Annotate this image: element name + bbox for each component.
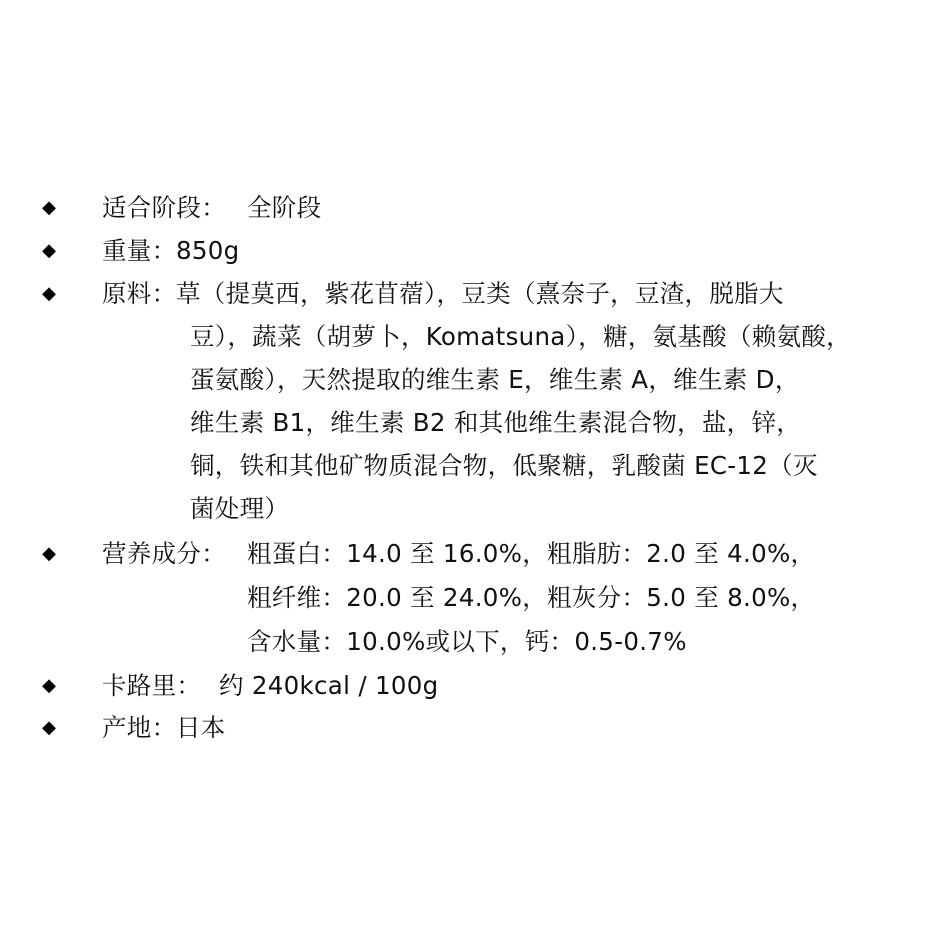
spec-label: 营养成分： [102,539,226,568]
spec-value: 日本 [176,713,226,742]
diamond-bullet-icon: ◆ [42,197,56,218]
spec-label: 重量： [102,236,177,265]
diamond-bullet-icon: ◆ [42,675,56,696]
spec-value: 全阶段 [247,193,322,222]
nutrition-line: 含水量：10.0%或以下，钙：0.5-0.7% [247,627,687,656]
spec-label: 原料： [102,279,177,308]
diamond-bullet-icon: ◆ [42,717,56,738]
ingredients-line: 草（提莫西，紫花苜蓿），豆类（熹奈子，豆渣，脱脂大 [176,279,784,308]
ingredients-line: 菌处理） [190,494,290,523]
nutrition-line: 粗蛋白：14.0 至 16.0%，粗脂肪：2.0 至 4.0%， [247,539,816,568]
spec-label: 卡路里： [102,671,202,700]
spec-value: 850g [176,236,240,265]
diamond-bullet-icon: ◆ [42,283,56,304]
ingredients-line: 铜，铁和其他矿物质混合物，低聚糖，乳酸菌 EC-12（灭 [190,451,818,480]
diamond-bullet-icon: ◆ [42,240,56,261]
spec-value: 约 240kcal / 100g [219,671,439,700]
ingredients-line: 蛋氨酸），天然提取的维生素 E，维生素 A，维生素 D， [190,365,800,394]
spec-label: 产地： [102,713,177,742]
nutrition-line: 粗纤维：20.0 至 24.0%，粗灰分：5.0 至 8.0%， [247,583,816,612]
diamond-bullet-icon: ◆ [42,543,56,564]
ingredients-line: 维生素 B1，维生素 B2 和其他维生素混合物，盐，锌， [190,408,802,437]
spec-label: 适合阶段： [102,193,226,222]
ingredients-line: 豆），蔬菜（胡萝卜，Komatsuna），糖，氨基酸（赖氨酸， [190,322,851,351]
